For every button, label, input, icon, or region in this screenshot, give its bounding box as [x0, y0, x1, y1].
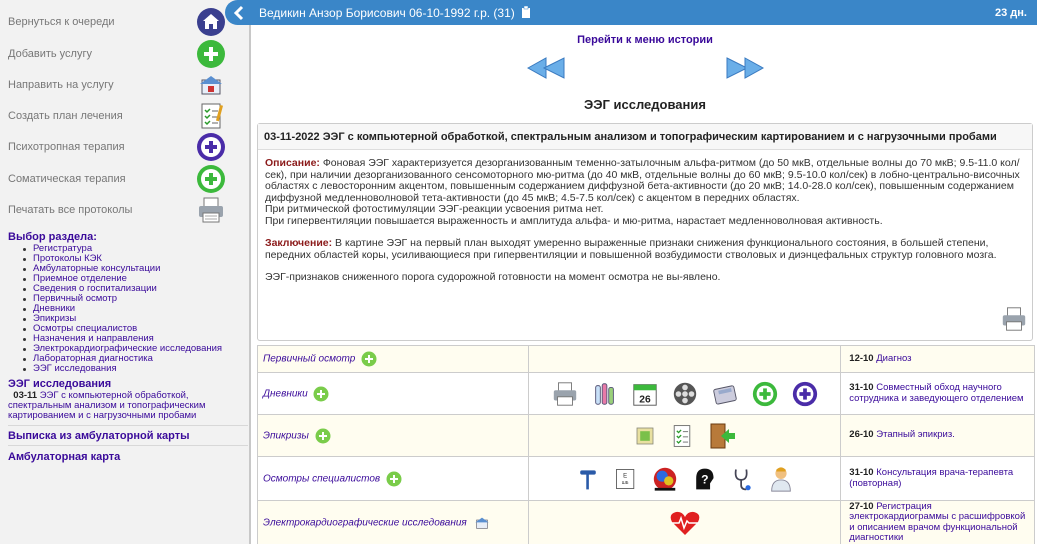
chevron-left-icon [232, 5, 246, 21]
description-hyperventilation: При гипервентиляции повышается выраженность и амплитуда альфа- и мю-ритма, нарастает медленноволновая активность. [265, 214, 883, 227]
table-row [258, 415, 1035, 457]
printer-icon [1000, 305, 1028, 333]
record-description [265, 158, 1026, 227]
action-label: Добавить услугу [8, 47, 92, 60]
row-title[interactable]: Осмотры специалистов [263, 473, 381, 485]
reflex-hammer-icon[interactable] [575, 466, 601, 492]
somatic-therapy-button[interactable] [8, 163, 248, 194]
table-row [258, 501, 1035, 544]
collapse-sidebar-button[interactable] [225, 0, 253, 25]
plus-purple-icon [196, 132, 226, 162]
latest-entry[interactable] [841, 346, 1035, 373]
section-link[interactable]: Лабораторная диагностика [33, 354, 222, 364]
add-plus-icon[interactable] [386, 471, 402, 487]
table-row [258, 346, 1035, 373]
eeg-record-text: ЭЭГ с компьютерной обработкой, спектральным анализом и топографическим картированием и с нагрузочными пробами [8, 390, 206, 421]
latest-entry[interactable] [841, 415, 1035, 457]
action-label: Психотропная терапия [8, 140, 125, 153]
note-icon[interactable] [633, 424, 657, 448]
add-service-button[interactable] [8, 38, 248, 69]
divider [8, 445, 248, 446]
section-link[interactable]: Регистратура [33, 244, 222, 254]
checklist-icon [196, 101, 226, 131]
add-plus-icon[interactable] [313, 386, 329, 402]
film-reel-icon[interactable] [671, 380, 699, 408]
entry-date: 12-10 [849, 352, 874, 364]
patient-info: Ведикин Анзор Борисович 06-10-1992 г.р. (31) [259, 5, 515, 20]
exit-door-icon[interactable] [707, 421, 737, 451]
action-label: Печатать все протоколы [8, 203, 133, 216]
calendar-day: 26 [639, 393, 651, 405]
add-plus-icon[interactable] [361, 351, 377, 367]
latest-entry[interactable] [841, 501, 1035, 544]
section-link[interactable]: Амбулаторные консультации [33, 264, 222, 274]
row-title[interactable]: Электрокардиографические исследования [263, 517, 467, 529]
psychotropic-therapy-button[interactable] [8, 131, 248, 162]
print-all-protocols-button[interactable] [8, 194, 248, 225]
description-text: Фоновая ЭЭГ характеризуется дезорганизованным теменно-затылочным альфа-ритмом (до 50 мкВ, отдельные волны до 70 мкВ; 9.5-11.0 кол/сек), при наличии дезорганизованного сенсомоторного мю-ритма (до 40 мкВ, отдельные волны до 60 мкВ; 9.5-10.0 кол/сек) в лобно-центрально-височных областях с левосторонним акцентом, повышенным содержанием диффузной бета-активности (до 20 мкВ; 14.0-28.0 кол/сек), повышенным содержанием диффузной медленноволновой тета-активности (до 45 мкВ; 4.5-7.5 кол/сек) с акцентом в передних областях. [265, 157, 1020, 204]
row-title[interactable]: Дневники [263, 388, 308, 400]
entry-text: Диагноз [876, 352, 912, 364]
sections-table [257, 345, 1035, 544]
entry-text: Совместный обход научного сотрудника и заведующего отделением [849, 382, 1024, 404]
sidebar [0, 0, 251, 544]
action-label: Создать план лечения [8, 109, 123, 122]
history-menu-link[interactable]: Перейти к меню истории [577, 34, 713, 46]
lab-flasks-icon[interactable] [591, 380, 619, 408]
section-link[interactable]: Дневники [33, 304, 222, 314]
next-arrow-icon[interactable] [723, 55, 765, 81]
eeg-record-card [257, 123, 1033, 341]
action-label: Вернуться к очереди [8, 15, 115, 28]
section-select-title: Выбор раздела: [8, 231, 97, 243]
row-title[interactable]: Эпикризы [263, 430, 309, 442]
entry-text: Этапный эпикриз. [876, 429, 955, 441]
section-link[interactable]: Электрокардиографические исследования [33, 343, 223, 354]
section-link[interactable]: Первичный осмотр [33, 294, 222, 304]
action-label: Направить на услугу [8, 78, 114, 91]
latest-entry[interactable] [841, 457, 1035, 501]
printer-icon [196, 195, 226, 225]
refer-service-button[interactable] [8, 69, 248, 100]
eye-chart-icon[interactable] [613, 466, 639, 492]
section-list [33, 244, 222, 374]
entry-date: 31-10 [849, 467, 874, 478]
page-title: ЭЭГ исследования [584, 97, 706, 112]
entry-date: 27-10 [849, 500, 874, 512]
divider [8, 425, 248, 426]
create-treatment-plan-button[interactable] [8, 100, 248, 131]
eeg-section-heading: ЭЭГ исследования [8, 378, 112, 390]
table-row [258, 373, 1035, 415]
table-row [258, 457, 1035, 501]
doctor-icon[interactable] [767, 465, 795, 493]
question-head-icon[interactable] [691, 465, 717, 493]
brain-scan-icon[interactable] [651, 465, 679, 493]
entry-text: Регистрация электрокардиограммы с расшифровкой и описанием врачом функциональной диагностики [849, 500, 1026, 543]
heart-ecg-icon[interactable] [669, 509, 701, 537]
latest-entry[interactable] [841, 373, 1035, 415]
eeg-record-date: 03-11 [13, 390, 38, 401]
outpatient-card-link[interactable]: Амбулаторная карта [8, 451, 121, 463]
section-link[interactable]: Назначения и направления [33, 334, 222, 344]
printer-icon[interactable] [551, 380, 579, 408]
row-icons [529, 346, 841, 373]
checklist-icon[interactable] [669, 423, 695, 449]
outpatient-extract-link[interactable]: Выписка из амбулаторной карты [8, 430, 190, 442]
svg-text:E: E [623, 472, 628, 479]
plus-green-outline-icon [196, 164, 226, 194]
calendar-icon[interactable] [631, 380, 659, 408]
referral-icon[interactable] [473, 514, 491, 532]
plus-green-icon [196, 39, 226, 69]
conclusion-label: Заключение: [265, 237, 333, 249]
calculator-icon[interactable] [711, 380, 739, 408]
print-record-button[interactable] [1000, 305, 1028, 336]
record-conclusion [265, 238, 1026, 261]
patient-header [253, 0, 1037, 25]
svg-text:ШБ: ШБ [621, 479, 629, 485]
section-link[interactable]: Протоколы КЭК [33, 254, 222, 264]
row-title[interactable]: Первичный осмотр [263, 353, 356, 365]
svg-text:?: ? [701, 471, 709, 486]
clipboard-icon[interactable] [521, 6, 531, 18]
plus-purple-icon[interactable] [791, 380, 819, 408]
action-label: Соматическая терапия [8, 172, 126, 185]
stethoscope-icon[interactable] [729, 466, 755, 492]
section-link[interactable]: Приемное отделение [33, 274, 222, 284]
section-link[interactable]: Эпикризы [33, 314, 222, 324]
eeg-record-link[interactable] [8, 391, 238, 421]
back-to-queue-button[interactable] [8, 6, 248, 37]
entry-date: 31-10 [849, 382, 874, 393]
home-icon [196, 7, 226, 37]
add-plus-icon[interactable] [315, 428, 331, 444]
entry-date: 26-10 [849, 429, 874, 441]
description-label: Описание: [265, 157, 320, 169]
description-photostim: При ритмической фотостимуляции ЭЭГ-реакции усвоения ритма нет. [265, 203, 604, 215]
record-title: 03-11-2022 ЭЭГ с компьютерной обработкой, спектральным анализом и топографическим картированием и с нагрузочными пробами [258, 124, 1032, 150]
referral-icon [196, 70, 226, 100]
record-extra: ЭЭГ-признаков сниженного порога судорожной готовности на момент осмотра не вы-явлено. [265, 271, 721, 283]
prev-arrow-icon[interactable] [526, 55, 568, 81]
conclusion-text: В картине ЭЭГ на первый план выходят умеренно выраженные признаки снижения функционального состояния, в большей степени, передних областей коры, усиливающиеся при гипервентиляции и повышенной возбудимости стволовых и диэнцефальных структур головного мозга. [265, 237, 997, 261]
section-link[interactable]: ЭЭГ исследования [33, 364, 222, 374]
main-content [253, 25, 1037, 544]
section-link[interactable]: Сведения о госпитализации [33, 284, 222, 294]
days-counter: 23 дн. [995, 6, 1027, 19]
entry-text: Консультация врача-терапевта (повторная) [849, 467, 1014, 489]
section-link[interactable]: Осмотры специалистов [33, 324, 222, 334]
plus-green-icon[interactable] [751, 380, 779, 408]
